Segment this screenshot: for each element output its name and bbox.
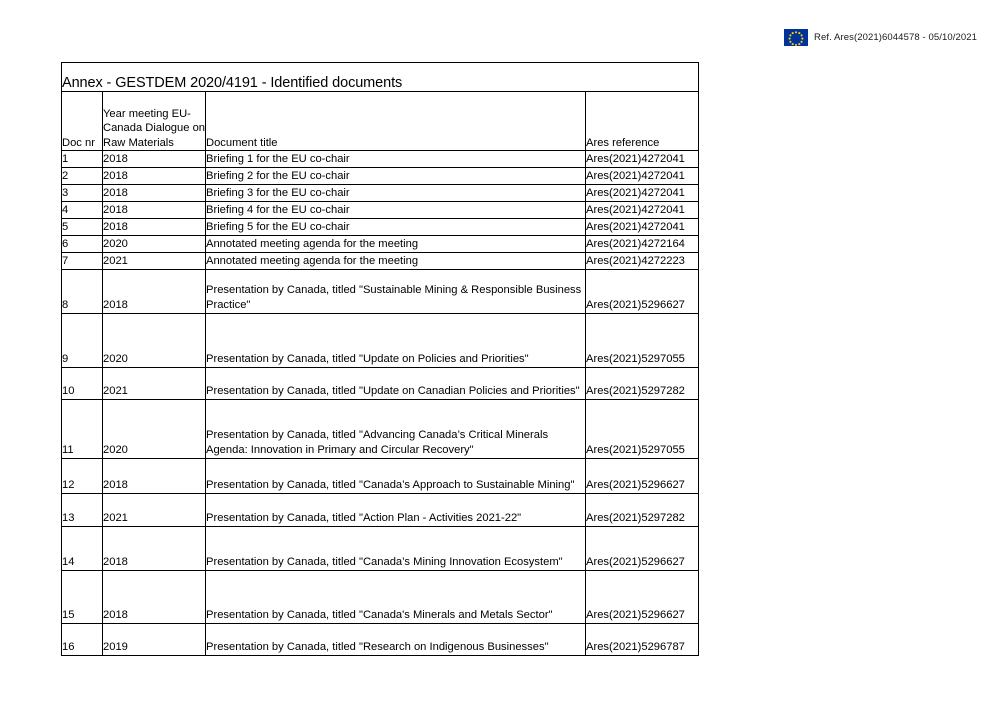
registration-reference-text: Ref. Ares(2021)6044578 - 05/10/2021: [814, 31, 978, 43]
cell-ares-reference: Ares(2021)5296627: [586, 527, 699, 571]
cell-year: 2018: [103, 151, 206, 168]
cell-document-title: Presentation by Canada, titled "Update on Policies and Priorities": [206, 314, 586, 368]
cell-year: 2018: [103, 459, 206, 494]
cell-ares-reference: Ares(2021)4272041: [586, 219, 699, 236]
table-title: Annex - GESTDEM 2020/4191 - Identified documents: [62, 63, 699, 92]
table-row: [62, 494, 699, 527]
table-row: [62, 185, 699, 202]
table-row: [62, 368, 699, 400]
cell-doc-nr: 11: [62, 400, 103, 459]
cell-document-title: Presentation by Canada, titled "Canada's Minerals and Metals Sector": [206, 571, 586, 624]
table-row: [62, 202, 699, 219]
cell-document-title: Annotated meeting agenda for the meeting: [206, 236, 586, 253]
cell-year: 2018: [103, 168, 206, 185]
table-row: [62, 270, 699, 314]
cell-ares-reference: Ares(2021)5296787: [586, 624, 699, 656]
cell-year: 2020: [103, 236, 206, 253]
cell-document-title: Presentation by Canada, titled "Canada’s Mining Innovation Ecosystem": [206, 527, 586, 571]
cell-doc-nr: 6: [62, 236, 103, 253]
cell-doc-nr: 4: [62, 202, 103, 219]
table-row: [62, 253, 699, 270]
cell-ares-reference: Ares(2021)5296627: [586, 459, 699, 494]
cell-doc-nr: 14: [62, 527, 103, 571]
cell-document-title: Presentation by Canada, titled "Canada’s Approach to Sustainable Mining": [206, 459, 586, 494]
cell-doc-nr: 9: [62, 314, 103, 368]
column-header-document-title: Document title: [206, 92, 586, 151]
cell-year: 2020: [103, 400, 206, 459]
cell-year: 2018: [103, 219, 206, 236]
cell-ares-reference: Ares(2021)4272041: [586, 151, 699, 168]
cell-doc-nr: 5: [62, 219, 103, 236]
cell-ares-reference: Ares(2021)4272041: [586, 168, 699, 185]
table-row: [62, 236, 699, 253]
cell-document-title: Briefing 4 for the EU co-chair: [206, 202, 586, 219]
cell-ares-reference: Ares(2021)5297055: [586, 314, 699, 368]
cell-year: 2018: [103, 270, 206, 314]
cell-year: 2018: [103, 202, 206, 219]
cell-year: 2021: [103, 368, 206, 400]
table-row: [62, 219, 699, 236]
table-row: [62, 527, 699, 571]
column-header-ares-reference: Ares reference: [586, 92, 699, 151]
cell-ares-reference: Ares(2021)5297055: [586, 400, 699, 459]
cell-doc-nr: 1: [62, 151, 103, 168]
cell-document-title: Briefing 3 for the EU co-chair: [206, 185, 586, 202]
identified-documents-table: [61, 62, 699, 656]
cell-year: 2019: [103, 624, 206, 656]
cell-doc-nr: 16: [62, 624, 103, 656]
cell-year: 2018: [103, 527, 206, 571]
registration-stamp: [784, 29, 977, 46]
table-row: [62, 571, 699, 624]
table-row: [62, 624, 699, 656]
table-header-row: [62, 92, 699, 151]
cell-ares-reference: Ares(2021)5296627: [586, 571, 699, 624]
cell-document-title: Briefing 1 for the EU co-chair: [206, 151, 586, 168]
cell-doc-nr: 7: [62, 253, 103, 270]
column-header-doc-nr: Doc nr: [62, 92, 103, 151]
table-row: [62, 459, 699, 494]
cell-doc-nr: 13: [62, 494, 103, 527]
cell-ares-reference: Ares(2021)5297282: [586, 494, 699, 527]
cell-document-title: Annotated meeting agenda for the meeting: [206, 253, 586, 270]
table-row: [62, 314, 699, 368]
cell-doc-nr: 3: [62, 185, 103, 202]
cell-ares-reference: Ares(2021)4272164: [586, 236, 699, 253]
cell-year: 2018: [103, 571, 206, 624]
cell-document-title: Presentation by Canada, titled "Advancing Canada’s Critical Minerals Agenda: Innovation in Primary and Circular Recovery": [206, 400, 586, 459]
cell-year: 2021: [103, 253, 206, 270]
cell-year: 2018: [103, 185, 206, 202]
cell-document-title: Presentation by Canada, titled "Action Plan - Activities 2021-22": [206, 494, 586, 527]
table-row: [62, 400, 699, 459]
cell-ares-reference: Ares(2021)5297282: [586, 368, 699, 400]
cell-ares-reference: Ares(2021)4272041: [586, 202, 699, 219]
cell-document-title: Briefing 2 for the EU co-chair: [206, 168, 586, 185]
cell-year: 2021: [103, 494, 206, 527]
cell-doc-nr: 8: [62, 270, 103, 314]
cell-ares-reference: Ares(2021)4272223: [586, 253, 699, 270]
cell-document-title: Presentation by Canada, titled "Research on Indigenous Businesses": [206, 624, 586, 656]
cell-doc-nr: 12: [62, 459, 103, 494]
cell-ares-reference: Ares(2021)5296627: [586, 270, 699, 314]
table-row: [62, 151, 699, 168]
cell-doc-nr: 10: [62, 368, 103, 400]
cell-doc-nr: 2: [62, 168, 103, 185]
table-row: [62, 168, 699, 185]
eu-flag-icon: [784, 29, 808, 46]
cell-document-title: Presentation by Canada, titled "Update on Canadian Policies and Priorities": [206, 368, 586, 400]
cell-ares-reference: Ares(2021)4272041: [586, 185, 699, 202]
table-title-row: [62, 63, 699, 92]
column-header-year-meeting: Year meeting EU-Canada Dialogue on Raw Materials: [103, 92, 206, 151]
cell-document-title: Briefing 5 for the EU co-chair: [206, 219, 586, 236]
cell-year: 2020: [103, 314, 206, 368]
cell-doc-nr: 15: [62, 571, 103, 624]
cell-document-title: Presentation by Canada, titled "Sustainable Mining & Responsible Business Practice": [206, 270, 586, 314]
